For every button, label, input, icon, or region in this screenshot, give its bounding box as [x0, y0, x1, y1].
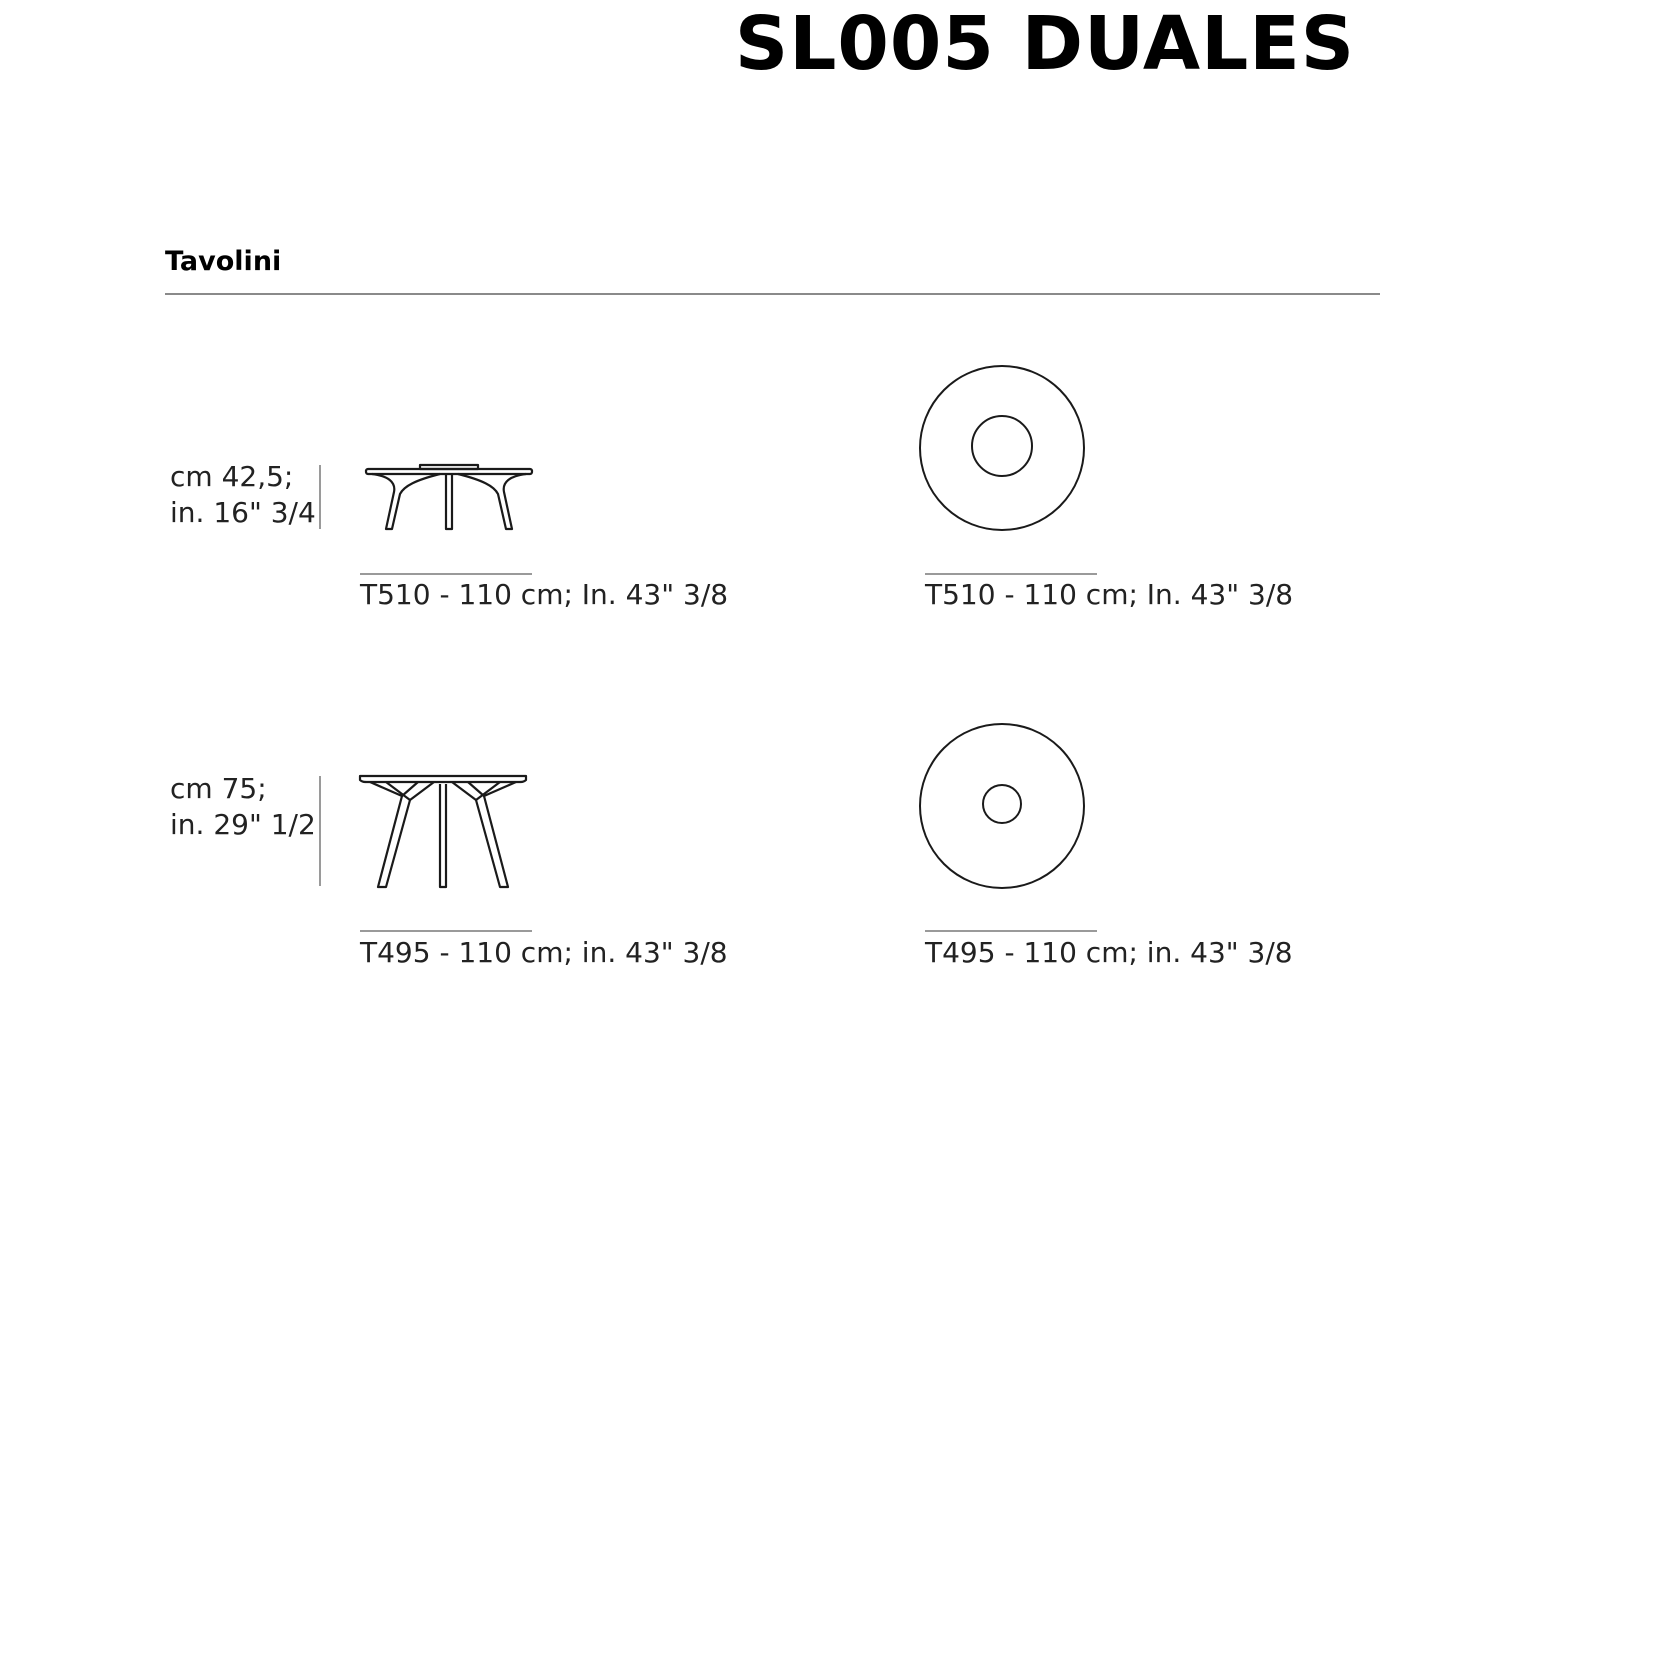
height-cm: cm 42,5;: [170, 460, 294, 493]
leg-left: [372, 474, 440, 529]
height-label: [170, 771, 316, 843]
section-divider: [165, 293, 1380, 295]
table-top-outline: [920, 366, 1084, 530]
side-view-drawing-t510: [360, 460, 540, 535]
top-view-drawing-t510: [917, 364, 1087, 534]
page-title: SL005 DUALES: [734, 1, 1356, 87]
height-dimension-line: [319, 776, 321, 886]
side-view-drawing-t495: [356, 770, 536, 890]
side-view-caption: T510 - 110 cm; In. 43" 3/8: [360, 578, 729, 611]
leg-right: [476, 796, 508, 887]
top-view-caption: T495 - 110 cm; in. 43" 3/8: [925, 936, 1293, 969]
section-heading: Tavolini: [165, 246, 282, 277]
height-in: in. 29" 1/2: [170, 808, 316, 841]
caption-divider: [925, 930, 1097, 932]
height-dimension-line: [319, 465, 321, 529]
center-hub-outline: [983, 785, 1021, 823]
caption-divider: [360, 573, 532, 575]
table-top-outline: [920, 724, 1084, 888]
leg-center: [440, 784, 446, 887]
top-view-caption: T510 - 110 cm; In. 43" 3/8: [925, 578, 1294, 611]
table-top: [360, 776, 526, 782]
glass-insert: [420, 465, 478, 469]
leg-left: [378, 796, 410, 887]
caption-divider: [925, 573, 1097, 575]
glass-insert-outline: [972, 416, 1032, 476]
height-cm: cm 75;: [170, 772, 267, 805]
height-in: in. 16" 3/4: [170, 496, 316, 529]
side-view-caption: T495 - 110 cm; in. 43" 3/8: [360, 936, 728, 969]
caption-divider: [360, 930, 532, 932]
height-label: [170, 459, 316, 531]
leg-center: [446, 474, 452, 529]
leg-right: [458, 474, 526, 529]
top-view-drawing-t495: [917, 722, 1087, 892]
